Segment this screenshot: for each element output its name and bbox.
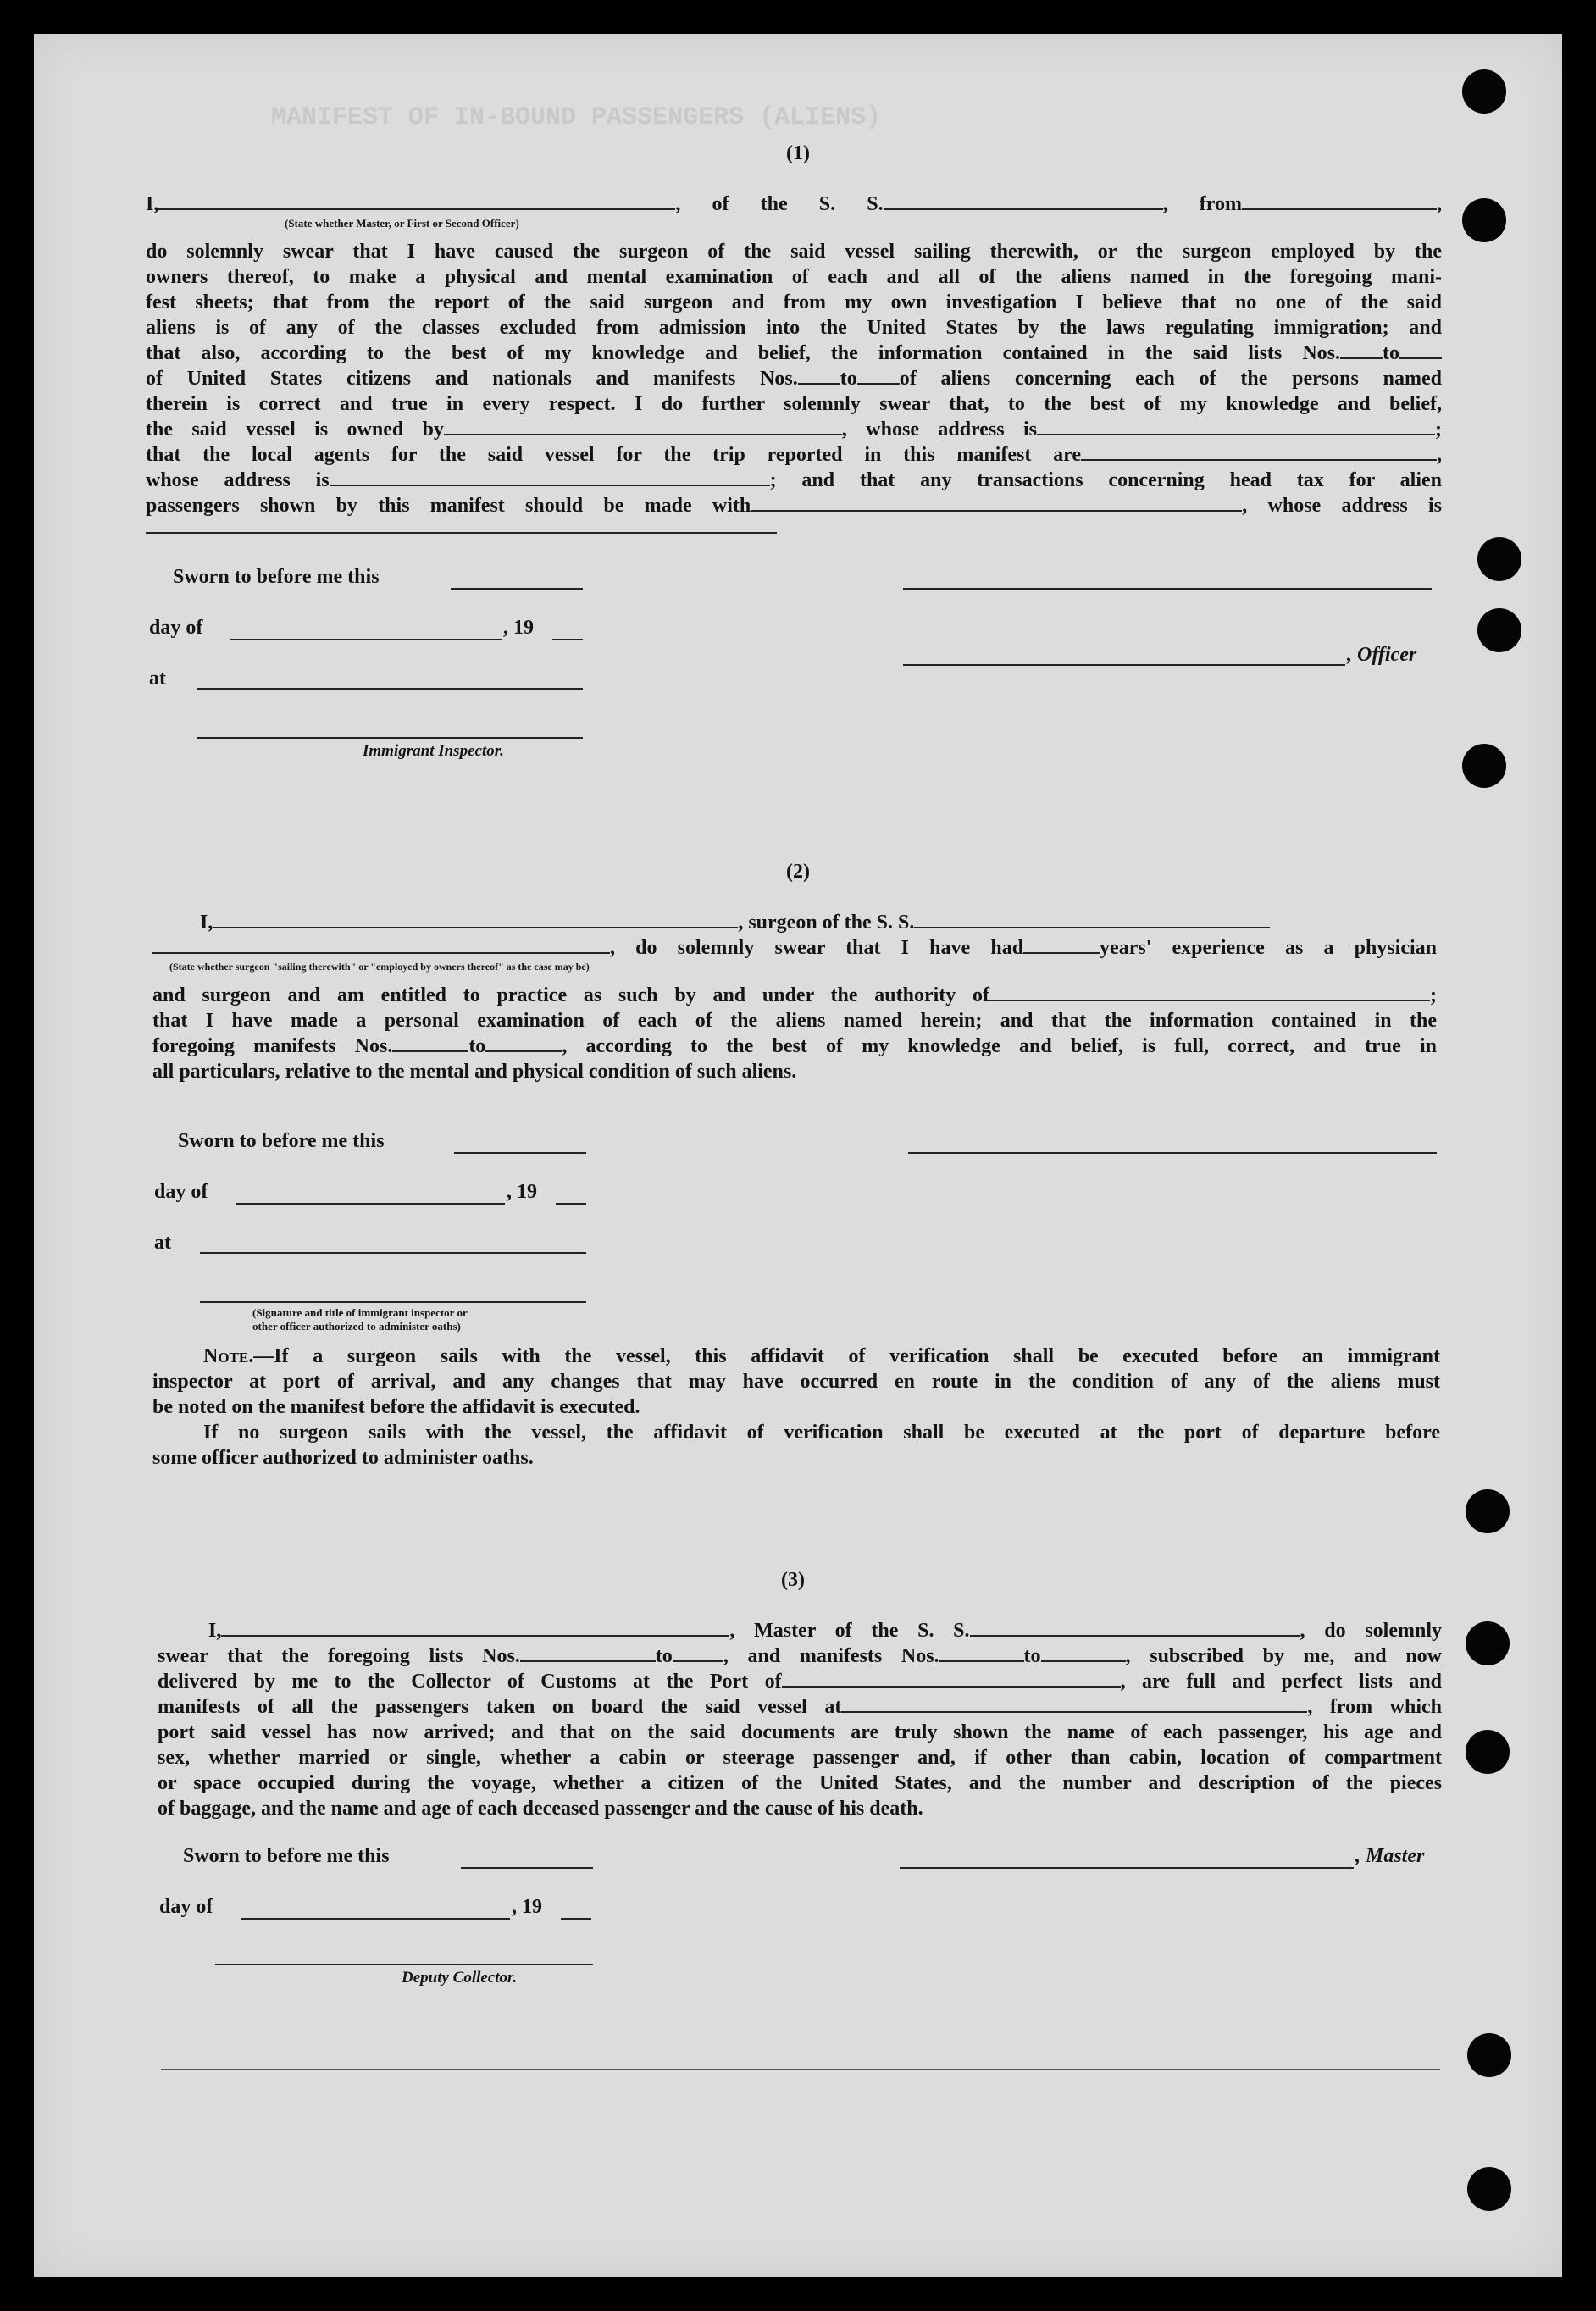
label-of-ss: , of the S. S. (675, 193, 884, 215)
surgeon-signature-field[interactable] (908, 1152, 1437, 1154)
section-2-line-1: I, , surgeon of the S. S. (200, 910, 1437, 935)
binder-hole (1466, 1621, 1510, 1665)
section-3-number: (3) (781, 1569, 805, 1591)
section-3-manifests-line: manifests of all the passengers taken on board the said vessel at , from which (158, 1696, 1443, 1718)
section-1-body-line: aliens is of any of the classes excluded from admission into the United States by the laws regulating immigration; and (146, 317, 1442, 339)
manifests-to-field[interactable] (857, 368, 900, 385)
note-line: be noted on the manifest before the affidavit is executed. (152, 1396, 640, 1418)
note-line: some officer authorized to administer oaths. (152, 1447, 534, 1469)
sworn-day-field[interactable] (451, 588, 583, 590)
surgeon-caption: (State whether surgeon "sailing therewith" or "employed by owners thereof" as the case may be) (169, 961, 590, 973)
at-label: at (149, 668, 166, 690)
section-2-number: (2) (786, 861, 810, 883)
section-3-delivered-line: delivered by me to the Collector of Customs at the Port of , are full and perfect lists and (158, 1671, 1443, 1693)
label-i: I, (146, 193, 159, 215)
officer-title-field[interactable] (903, 664, 1345, 666)
note-line: Note.—If a surgeon sails with the vessel, this affidavit of verification shall be executed before an immigrant (203, 1345, 1440, 1367)
section-3-line-1: I, , Master of the S. S. , do solemnly (208, 1620, 1443, 1642)
binder-hole (1466, 1730, 1510, 1774)
authority-field[interactable] (989, 984, 1430, 1001)
section-2-line-2: , do solemnly swear that I have had years' experience as a physician (152, 935, 1437, 961)
deputy-signature-field[interactable] (215, 1964, 593, 1965)
master-vessel-field[interactable] (970, 1620, 1300, 1637)
sworn-label: Sworn to before me this (183, 1845, 390, 1867)
foregoing-from-field[interactable] (392, 1035, 468, 1052)
label-from: , from (1162, 193, 1242, 215)
section-1-manifests-line: of United States citizens and nationals and manifests Nos. to of aliens concerning each of the persons named (146, 368, 1442, 390)
section-1-body-line: fest sheets; that from the report of the said surgeon and from my own investigation I believe that no one of the said (146, 291, 1442, 313)
section-2-foregoing-line: foregoing manifests Nos. to , according to the best of my knowledge and belief, is full, correct, and true in (152, 1035, 1438, 1057)
manifests-to-field[interactable] (1041, 1645, 1126, 1662)
agents-address-field[interactable] (330, 469, 770, 486)
section-1-agents-line: that the local agents for the said vessel for the trip reported in this manifest are , (146, 444, 1442, 466)
at-field[interactable] (200, 1252, 586, 1254)
section-2-authority-line: and surgeon and am entitled to practice as such by and under the authority of ; (152, 984, 1437, 1006)
year-field[interactable] (552, 639, 583, 640)
at-label: at (154, 1232, 171, 1254)
day-of-field[interactable] (236, 1203, 505, 1205)
label-comma: , (1437, 193, 1442, 215)
day-of-label: day of (154, 1181, 208, 1203)
section-3-body-line: or space occupied during the voyage, whether a citizen of the United States, and the number and description of the pieces (158, 1772, 1442, 1794)
day-of-label: day of (159, 1896, 213, 1918)
local-agents-field[interactable] (1081, 444, 1437, 461)
vessel-name-field[interactable] (884, 193, 1163, 210)
sworn-label: Sworn to before me this (173, 566, 380, 588)
section-1-passengers-line: passengers shown by this manifest should be made with , whose address is (146, 495, 1442, 517)
section-3-body-line: sex, whether married or single, whether a cabin or steerage passenger and, if other than cabin, location of compartment (158, 1747, 1442, 1769)
port-of-field[interactable] (782, 1671, 1121, 1688)
section-1-body-line: owners thereof, to make a physical and mental examination of each and all of the aliens named in the foregoing mani- (146, 266, 1442, 288)
manifests-from-field[interactable] (939, 1645, 1024, 1662)
section-1-body-line: therein is correct and true in every respect. I do further solemnly swear that, to the best of my knowledge and belief, (146, 393, 1442, 415)
surgeon-status-field[interactable] (152, 937, 610, 954)
lists-from-field[interactable] (520, 1645, 656, 1662)
signature-caption: (Signature and title of immigrant inspector or (252, 1306, 468, 1319)
bottom-rule (161, 2069, 1440, 2070)
section-2-body-line: that I have made a personal examination of each of the aliens named herein; and that the information contained in the (152, 1010, 1437, 1032)
from-port-field[interactable] (1242, 193, 1437, 210)
section-3-lists-line: swear that the foregoing lists Nos. to , and manifests Nos. to , subscribed by me, and now (158, 1645, 1442, 1667)
binder-hole (1467, 2167, 1511, 2211)
binder-hole (1462, 198, 1506, 242)
officer-name-field[interactable] (158, 193, 675, 210)
day-of-field[interactable] (241, 1918, 510, 1920)
binder-hole (1462, 744, 1506, 788)
day-of-label: day of (149, 617, 203, 639)
section-1-body-line: do solemnly swear that I have caused the surgeon of the said vessel sailing therewith, or the surgeon employed by the (146, 241, 1442, 263)
lists-to-field[interactable] (673, 1645, 723, 1662)
deputy-caption: Deputy Collector. (402, 1969, 518, 1987)
section-1-line-1 (146, 191, 1442, 217)
head-tax-address-field[interactable] (146, 532, 777, 534)
year-field[interactable] (556, 1203, 586, 1205)
inspector-signature-field[interactable] (197, 737, 583, 739)
officer-label: , Officer (1347, 644, 1417, 666)
master-caption: (State whether Master, or First or Second Officer) (285, 217, 519, 230)
day-of-field[interactable] (230, 639, 502, 640)
section-2-particulars-line: all particulars, relative to the mental and physical condition of such aliens. (152, 1061, 797, 1083)
binder-hole (1462, 69, 1506, 114)
owner-address-field[interactable] (1037, 418, 1435, 435)
year-field[interactable] (561, 1918, 591, 1920)
binder-hole (1466, 1489, 1510, 1533)
year-label: , 19 (503, 617, 534, 639)
surgeon-vessel-field[interactable] (914, 912, 1270, 928)
head-tax-party-field[interactable] (751, 495, 1242, 512)
inspector-signature-field[interactable] (200, 1301, 586, 1303)
officer-signature-field[interactable] (903, 588, 1432, 590)
binder-hole (1477, 537, 1521, 581)
section-1-headtax-line: whose address is ; and that any transactions concerning head tax for alien (146, 469, 1442, 491)
binder-hole (1477, 608, 1521, 652)
section-3-body-line: of baggage, and the name and age of each deceased passenger and the cause of his death. (158, 1798, 923, 1820)
section-3-body-line: port said vessel has now arrived; and that on the said documents are truly shown the name of each passenger, his age and (158, 1721, 1442, 1743)
note-line: inspector at port of arrival, and any changes that may have occurred en route in the condition of any of the aliens must (152, 1371, 1440, 1393)
section-1-owner-line: the said vessel is owned by , whose address is ; (146, 418, 1442, 441)
master-name-field[interactable] (221, 1620, 729, 1637)
year-label: , 19 (507, 1181, 537, 1203)
note-line: If no surgeon sails with the vessel, the affidavit of verification shall be executed at the port of departure before (203, 1422, 1440, 1444)
master-label: , Master (1355, 1845, 1425, 1867)
lists-from-field[interactable] (1340, 342, 1383, 359)
note-label: Note. (203, 1345, 254, 1367)
foregoing-to-field[interactable] (485, 1035, 562, 1052)
sworn-label: Sworn to before me this (178, 1130, 385, 1152)
port-of-embarkation-field[interactable] (841, 1696, 1307, 1713)
signature-caption: other officer authorized to administer oaths) (252, 1320, 461, 1333)
at-field[interactable] (197, 688, 583, 690)
inspector-caption: Immigrant Inspector. (363, 742, 504, 760)
section-1-lists-line: that also, according to the best of my knowledge and belief, the information contained in the said lists Nos. to (146, 341, 1442, 366)
surgeon-name-field[interactable] (213, 912, 738, 928)
year-label: , 19 (512, 1896, 542, 1918)
sworn-day-field[interactable] (461, 1867, 593, 1869)
master-signature-field[interactable] (900, 1867, 1354, 1869)
lists-to-field[interactable] (1399, 342, 1442, 359)
years-experience-field[interactable] (1023, 937, 1100, 954)
manifests-from-field[interactable] (798, 368, 840, 385)
section-1-number: (1) (786, 142, 810, 164)
bleed-through-title: MANIFEST OF IN-BOUND PASSENGERS (ALIENS) (271, 103, 882, 132)
owner-field[interactable] (444, 418, 842, 435)
sworn-day-field[interactable] (454, 1152, 586, 1154)
binder-hole (1467, 2033, 1511, 2077)
